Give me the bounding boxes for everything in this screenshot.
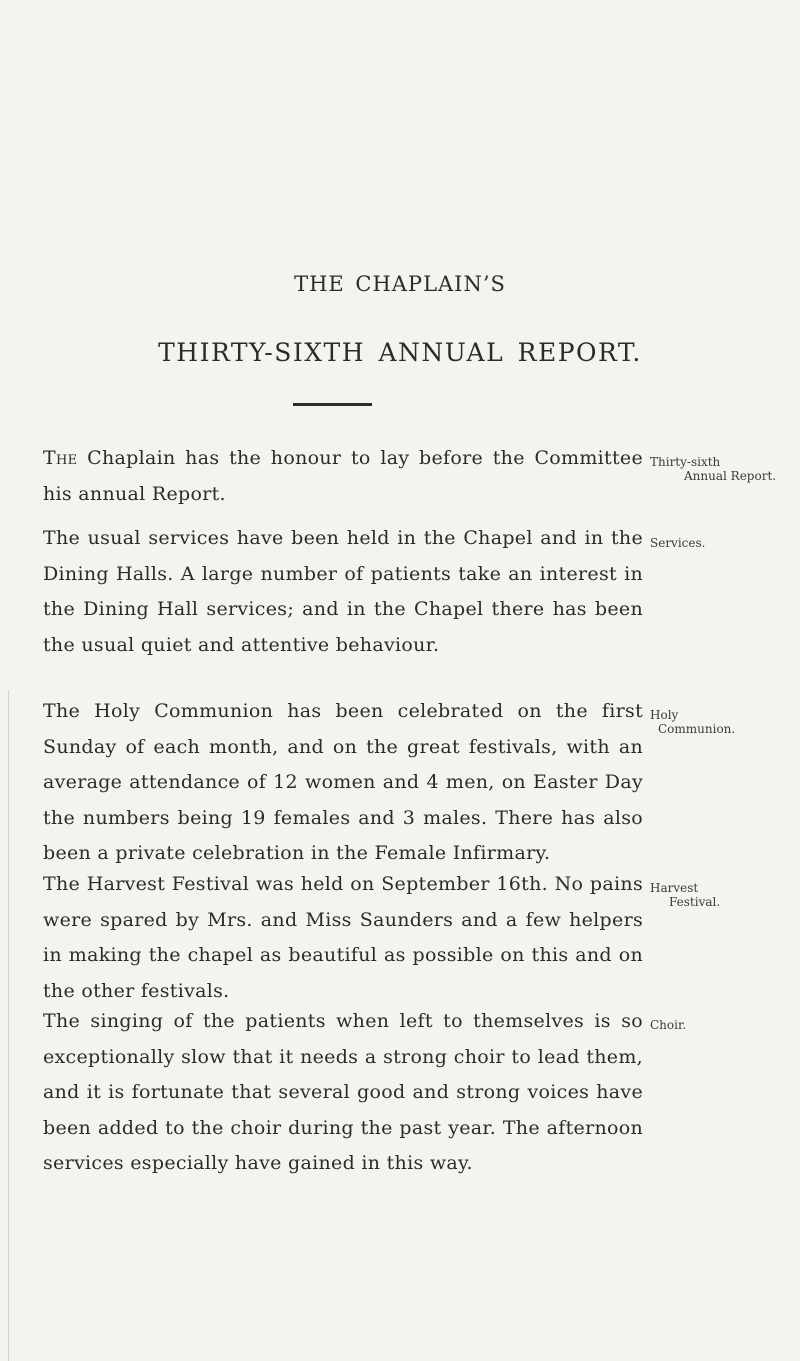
title-rule — [293, 403, 372, 406]
margin-note-line: Annual Report. — [684, 469, 777, 483]
page-binding-edge — [0, 690, 9, 1361]
margin-note-choir — [650, 1018, 800, 1032]
paragraph-holy-communion: The Holy Communion has been celebrated on the first Sunday of each month, and on the great festivals, with an average attendance of 12 women and 4 men, on Easter Day the numbers being 19 females and 3 males. There has also been a private celebration in the Female Infirmary. — [43, 700, 643, 865]
margin-note-line: Festival. — [669, 895, 721, 909]
page-heading: THE CHAPLAIN’S — [294, 272, 506, 296]
paragraph-harvest-festival: The Harvest Festival was held on September 16th. No pains were spared by Mrs. and Miss Saunders and a few helpers in making the chapel as beautiful as possible on this and on the other festivals. — [43, 873, 643, 1002]
margin-note-line: Thirty-sixth — [650, 455, 721, 469]
margin-note-services — [650, 536, 800, 550]
paragraph-intro — [43, 441, 643, 512]
margin-note-line: Communion. — [658, 722, 736, 736]
margin-note-harvest-festival — [650, 881, 800, 909]
margin-note-line: Harvest — [650, 881, 699, 895]
paragraph-choir: The singing of the patients when left to themselves is so exceptionally slow that it needs a strong choir to lead them, and it is fortunate that several good and strong voices have been added to the choir during the past year. The afternoon services especially have gained in this way. — [43, 1010, 643, 1175]
report-title: THIRTY-SIXTH ANNUAL REPORT. — [158, 338, 642, 367]
paragraph-text: Chaplain has the honour to lay before the Committee his annual Report. — [43, 447, 643, 505]
margin-note-line: Choir. — [650, 1018, 687, 1032]
paragraph-services: The usual services have been held in the Chapel and in the Dining Halls. A large number of patients take an interest in the Dining Hall services; and in the Chapel there has been the usual quiet and attentive behaviour. — [43, 527, 643, 656]
margin-note-line: Holy — [650, 708, 679, 722]
paragraph-lead-word: The — [43, 447, 78, 469]
margin-note-annual-report — [650, 455, 800, 483]
margin-note-line: Services. — [650, 536, 706, 550]
margin-note-holy-communion — [650, 708, 800, 736]
